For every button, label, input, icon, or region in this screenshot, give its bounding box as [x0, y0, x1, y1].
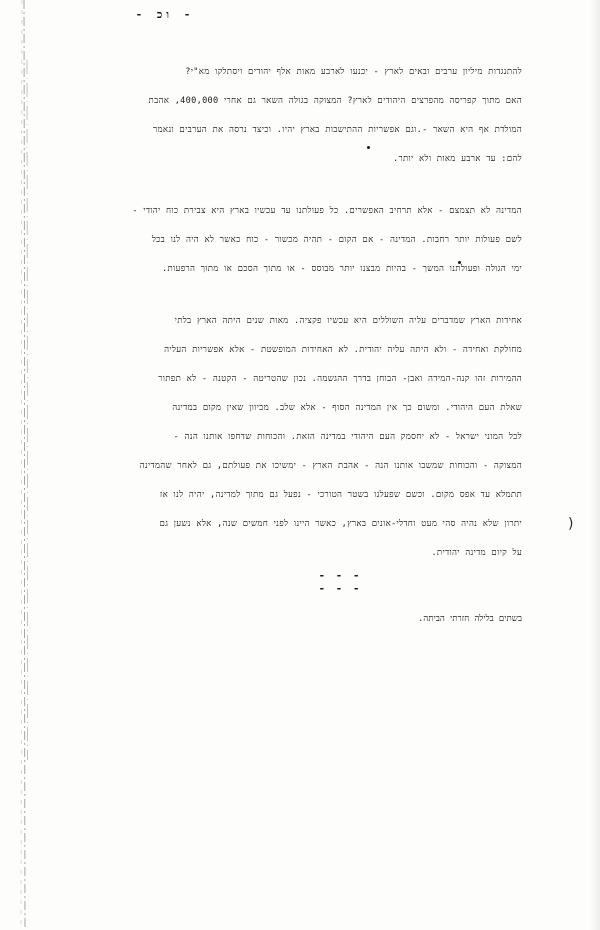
text-line: לכל המוני ישראל - לא יחסמק העם היהודי במדינה הזאת. והכוחות שדחפו אותנו הנה -: [173, 432, 522, 442]
text-line: להם: עד ארבע מאות ולא יותר.: [392, 154, 522, 164]
text-line: להתנגדות מיליון ערבים ובאים לארץ - יכנעו לארבע מאות אלף יהודים ויסתלקו מא"י?: [185, 67, 522, 77]
text-line: לשם פעולות יותר רחבות. המדינה - אם הקום - תהיה מכשור - כוח כאשר לא היה לנו בכל: [151, 235, 522, 245]
text-line: המולדת אף היא השאר -.וגם אפשריות ההתישבות בארץ יהיו. וכיצד נרסה את הערבים ונאמר: [152, 125, 522, 135]
paragraph-3: [62, 307, 522, 568]
text-line: מחולקת ואחידה - ולא היתה עליה יהודית. לא האחידות המופשטת - אלא אפשריות העליה: [164, 345, 522, 355]
page-number: - וכ -: [135, 8, 195, 21]
closing-line: בשתים בלילה חזרתי הביתה.: [418, 614, 522, 624]
text-line: יתרון שלא נהיה סהי מעט וחדלי-אונים בארץ, כאשר היינו לפני חמשים שנה, אלא נשען גם: [159, 519, 522, 529]
binding-edge: [0, 0, 40, 930]
section-separator: - - - - - -: [318, 569, 362, 595]
text-line: על קיום מדינה יהודית.: [431, 548, 522, 558]
text-line: המדינה לא תצמצם - אלא תרחיב האפשרים. כל פעולתנו עד עכשיו בארץ היא צבירת כוח יהודי -: [132, 206, 522, 216]
text-line: המצוקה - והכוחות שמשבו אותנו הנה - אהבת הארץ - ימשיכו את פעולתם, גם לאחר שהמדינה: [139, 461, 522, 471]
paragraph-2: [62, 197, 522, 284]
text-line: תתמלא עד אפס מקום. וכשם שפעלנו בשטר הטורכי - נפעל גם מתוך למדינה, יהיה לנו אז: [159, 490, 522, 500]
binding-edge-lines: [0, 0, 40, 930]
ink-dot: [458, 261, 461, 264]
text-line: ימי הגולה ופעולתנו המשך - בהיות מבצנו יותר מבוסס - או מתוך הסכם או מתוך הרפעות.: [162, 264, 522, 274]
text-line: אחידות הארץ שמדברים עליה השוללים היא עכשיו פקציה. מאות שנים היתה הארץ בלתי: [174, 316, 522, 326]
page-edge-shadow: [590, 0, 600, 930]
margin-bracket-mark: ): [568, 516, 574, 532]
paragraph-1: [62, 58, 522, 174]
text-line: ההמירות זהו קנה-המידה ואבן- הבוחן בדרך ההגשמה. נכון שהטריטה - הקטנה - לא תפתור: [158, 374, 522, 384]
text-line: שאלת העם היהודי. ומשום כך אין המדינה הסוף - אלא שלב. מכיוון שאין מקום במדינה: [172, 403, 522, 413]
ink-dot: [367, 146, 370, 149]
text-line: האם מתוך קפריסה מהפרצים היהודים לארץ? המצוקה בגולה השאר גם אחרי 400,000, אהבת: [148, 96, 522, 106]
